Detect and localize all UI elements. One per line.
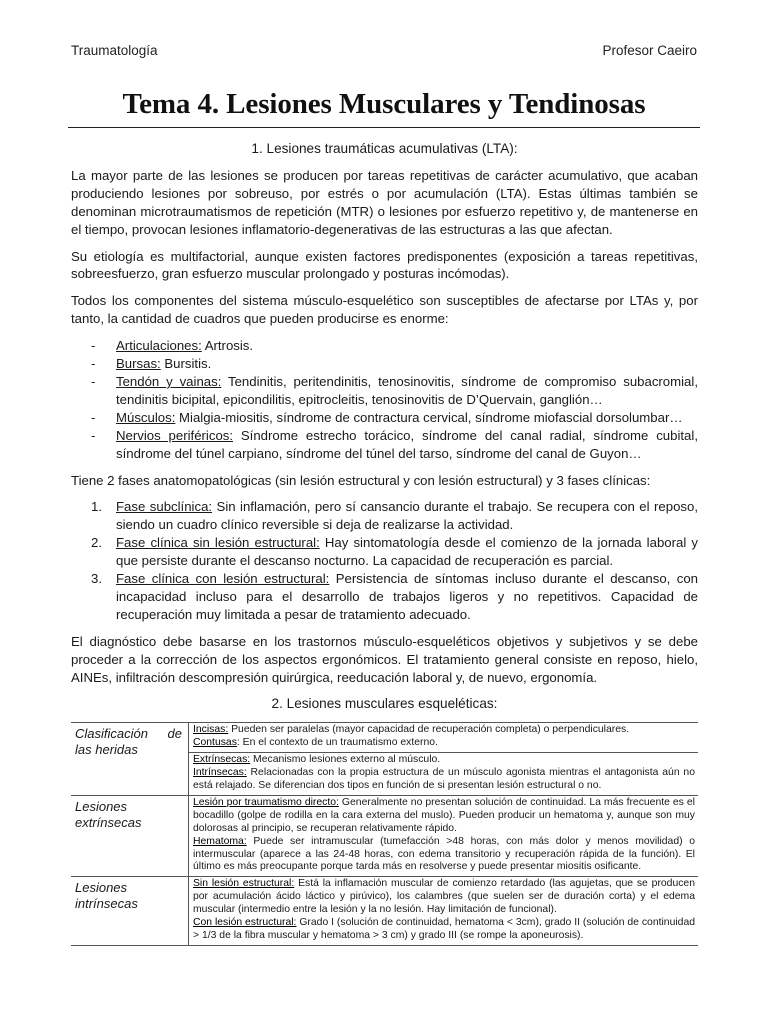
cell-line xyxy=(193,754,695,767)
header-author: Profesor Caeiro xyxy=(602,43,697,58)
table-category: Clasificación de las heridas xyxy=(71,723,189,796)
cell-text: Pueden ser paralelas (mayor capacidad de recuperación completa) o perpendiculares. xyxy=(228,724,630,736)
cell-text: Relacionadas con la propia estructura de un músculo agonista mientras el antagonista aún no está relajado. Se diferencian dos tipos en función de si presentan lesión estructural o no. xyxy=(193,767,695,791)
list-item-text: Artrosis. xyxy=(201,338,254,354)
components-list xyxy=(71,337,698,462)
list-number: 1. xyxy=(91,499,102,515)
list-item-text: Mialgia-miositis, síndrome de contractura cervical, síndrome miofascial dorsolumbar… xyxy=(175,409,683,425)
cell-key: Con lesión estructural: xyxy=(193,917,297,929)
paragraph: Tiene 2 fases anatomopatológicas (sin lesión estructural y con lesión estructural) y 3 fases clínicas: xyxy=(71,472,651,488)
list-item xyxy=(71,409,698,427)
cell-text: Grado I (solución de continuidad, hematoma < 3cm), grado II (solución de continuidad > 1/3 de la fibra muscular y hematoma > 3 cm) y grado III (se rompe la aponeurosis). xyxy=(193,917,695,941)
cell-text: : En el contexto de un traumatismo externo. xyxy=(236,737,438,749)
list-item-label: Músculos: xyxy=(116,409,176,425)
list-item xyxy=(71,498,698,534)
table-category: Lesiones extrínsecas xyxy=(71,795,189,876)
table-cell xyxy=(189,795,699,876)
list-item-text: Hay sintomatología desde el comienzo de la jornada laboral y que persiste durante el descanso nocturno. La capacidad de recuperación es parcial. xyxy=(116,535,698,569)
list-item-label: Fase subclínica: xyxy=(116,499,213,515)
cell-line xyxy=(193,917,695,943)
table-category: Lesiones intrínsecas xyxy=(71,877,189,946)
cell-key: Contusas xyxy=(193,737,237,749)
table-cell xyxy=(189,877,699,946)
list-item-label: Nervios periféricos: xyxy=(116,427,234,443)
cell-key: Lesión por traumatismo directo: xyxy=(193,796,339,808)
paragraph: La mayor parte de las lesiones se producen por tareas repetitivas de carácter acumulativo, que acaban produciendo lesiones por sobreuso, por estrés o por acumulación (LTA). Estas últimas también se denominan microtraumatismos de repetición (MTR) o lesiones por esfuerzo repetitivo y, de mantenerse en el tiempo, provocan lesiones inflamatorio-degenerativas de las estructuras a las que afectan. xyxy=(71,167,698,237)
section-2-heading: 2. Lesiones musculares esqueléticas: xyxy=(271,696,498,712)
list-item-label: Fase clínica con lesión estructural: xyxy=(116,571,330,587)
section-1-heading: 1. Lesiones traumáticas acumulativas (LTA): xyxy=(251,141,518,156)
paragraph: Todos los componentes del sistema músculo-esquelético son susceptibles de afectarse por LTAs y, por tanto, la cantidad de cuadros que pueden producirse es enorme: xyxy=(71,293,698,327)
list-item xyxy=(71,337,698,355)
list-item-text: Bursitis. xyxy=(160,356,212,372)
title-divider xyxy=(68,127,700,128)
phases-list xyxy=(71,498,698,623)
list-item-text: Síndrome estrecho torácico, síndrome del canal radial, síndrome cubital, síndrome del túnel carpiano, síndrome del túnel del tarso, síndrome del canal de Guyon… xyxy=(116,427,698,461)
header-subject: Traumatología xyxy=(71,43,158,58)
cell-line xyxy=(193,878,695,917)
cell-line xyxy=(193,724,695,737)
cell-text: Mecanismo lesiones externo al músculo. xyxy=(250,754,441,766)
list-item-label: Tendón y vainas: xyxy=(116,373,222,389)
cell-line xyxy=(193,797,695,836)
table-row xyxy=(71,795,698,876)
cell-text: Está la inflamación muscular de comienzo retardado (las agujetas, que se producen por acumulación ácido láctico y pirúvico), los calambres (que suelen ser de duración corta) y el edema muscular (intermedio entre la lesión y la no lesión. Hay limitación de funcional). xyxy=(193,878,695,916)
list-item-label: Articulaciones: xyxy=(116,338,202,354)
table-cell xyxy=(189,753,699,796)
cell-key: Extrínsecas: xyxy=(193,754,251,766)
list-number: 2. xyxy=(91,535,102,551)
cell-line xyxy=(193,836,695,875)
cell-key: Incisas: xyxy=(193,724,229,736)
table-row xyxy=(71,877,698,946)
document-body xyxy=(71,140,698,946)
cell-key: Intrínsecas: xyxy=(193,767,247,779)
list-item xyxy=(71,534,698,570)
list-item xyxy=(71,427,698,463)
list-item xyxy=(71,373,698,409)
cell-key: Sin lesión estructural: xyxy=(193,878,295,890)
cell-line xyxy=(193,737,695,750)
paragraph: El diagnóstico debe basarse en los trastornos músculo-esqueléticos objetivos y subjetivos y se debe proceder a la corrección de los aspectos ergonómicos. El tratamiento general consiste en reposo, hielo, AINEs, infiltración descompresión quirúrgica, reeducación laboral y, de nuevo, ergonomía. xyxy=(71,633,698,685)
table-cell xyxy=(189,723,699,753)
cell-text: Puede ser intramuscular (tumefacción >48 horas, con más dolor y menos movilidad) o intermuscular (aparece a las 24-48 horas, con edema transitorio y recuperación rápida de la función). El último es más preocupante porque tarda más en resolverse y puede presentar miositis osificante. xyxy=(193,835,695,873)
list-number: 3. xyxy=(91,571,102,587)
cell-key: Hematoma: xyxy=(193,835,247,847)
cell-text: Generalmente no presentan solución de continuidad. La más frecuente es el bocadillo (golpe de rodilla en la cara externa del muslo). Pueden producir un hematoma y, aunque son muy dolorosas al principio, se recuperan relativamente rápido. xyxy=(193,796,695,834)
list-item-text: Sin inflamación, pero sí cansancio durante el trabajo. Se recupera con el reposo, siendo un cuadro clínico reversible si deja de realizarse la actividad. xyxy=(116,499,698,533)
list-item-text: Tendinitis, peritendinitis, tenosinovitis, síndrome de compromiso subacromial, tendinitis bicipital, epicondilitis, epitrocleitis, tenosinovitis de D’Quervain, ganglión… xyxy=(116,373,698,407)
list-item-label: Fase clínica sin lesión estructural: xyxy=(116,535,320,551)
paragraph: Su etiología es multifactorial, aunque existen factores predisponentes (exposición a tareas repetitivas, sobreesfuerzo, gran esfuerzo muscular prolongado y posturas incómodas). xyxy=(71,248,698,282)
list-item-text: Persistencia de síntomas incluso durante el descanso, con incapacidad incluso para el desarrollo de trabajos ligeros y no repetitivos. Capacidad de recuperación muy limitada a pesar de tratamiento adecuado. xyxy=(116,571,698,622)
table-row xyxy=(71,723,698,753)
list-item-label: Bursas: xyxy=(116,356,161,372)
classification-table xyxy=(71,722,698,946)
cell-line xyxy=(193,767,695,793)
list-item xyxy=(71,355,698,373)
list-item xyxy=(71,570,698,624)
page-title: Tema 4. Lesiones Musculares y Tendinosas xyxy=(122,88,646,120)
